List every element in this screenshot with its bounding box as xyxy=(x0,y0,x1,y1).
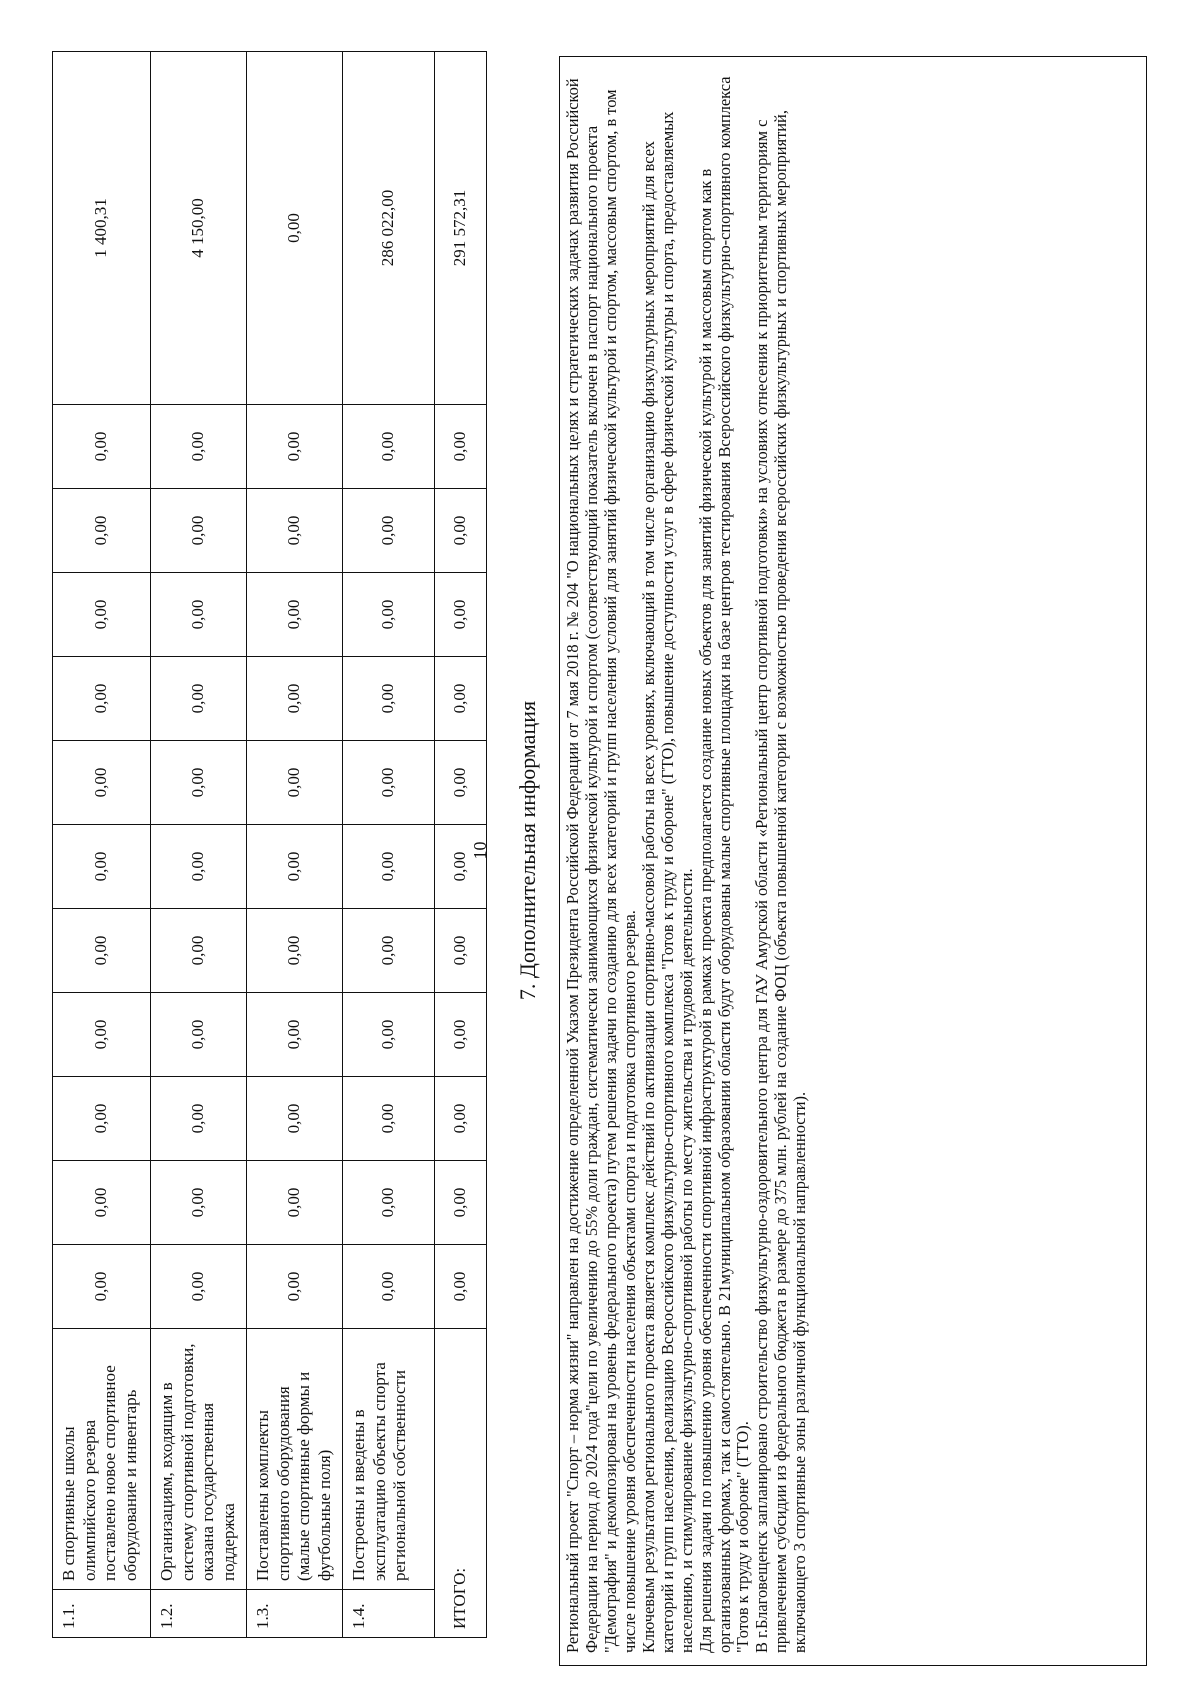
row-value: 0,00 xyxy=(151,909,247,993)
info-paragraph: Ключевым результатом регионального проекта является комплекс действий по активизации спортивно-массовой работы на всех уровнях, включающий в том числе организацию физкультурных мероприятий для всех категорий и групп населения, реализацию Всероссийского физкультурно-спортивного комплекса "Готов к труду и обороне" (ГТО), повышение доступности услуг в сфере физической культуры и спорта, предоставляемых населению, и стимулирование физкультурно-спортивной работы по месту жительства и трудовой деятельности. xyxy=(638,111,696,1653)
row-description: В спортивные школы олимпийского резерва поставлено новое спортивное оборудование и инвентарь xyxy=(53,1329,151,1590)
row-value: 0,00 xyxy=(151,573,247,657)
row-value: 0,00 xyxy=(246,1077,342,1161)
total-row-value: 0,00 xyxy=(434,1077,486,1161)
row-number: 1.3. xyxy=(246,1590,342,1638)
row-description: Построены и введены в эксплуатацию объекты спорта региональной собственности xyxy=(342,1329,434,1590)
table-row xyxy=(53,52,151,1638)
total-row-value: 0,00 xyxy=(434,1245,486,1329)
row-value: 0,00 xyxy=(53,657,151,741)
row-value: 0,00 xyxy=(53,825,151,909)
row-value: 0,00 xyxy=(151,405,247,489)
row-number: 1.4. xyxy=(342,1590,434,1638)
page-number: 10 xyxy=(470,841,490,860)
total-row-value: 0,00 xyxy=(434,909,486,993)
row-total: 286 022,00 xyxy=(342,52,434,405)
info-paragraph: В г.Благовещенск запланировано строительство физкультурно-оздоровительного центра для ГАУ Амурской области «Региональный центр спортивной подготовки» на условиях отнесения к приоритетным территориям с привлечением субсидии из федерального бюджета в размере до 375 млн. рублей на создание ФОЦ (объекта повышенной категории с возможностью проведения всероссийских физкультурных и спортивных мероприятий, включающего 3 спортивные зоны различной функциональной направленности). xyxy=(752,110,810,1653)
table-row xyxy=(246,52,342,1638)
row-number: 1.1. xyxy=(53,1590,151,1638)
row-value: 0,00 xyxy=(342,993,434,1077)
row-value: 0,00 xyxy=(342,825,434,909)
row-value: 0,00 xyxy=(53,909,151,993)
row-value: 0,00 xyxy=(342,405,434,489)
total-row-value: 0,00 xyxy=(434,405,486,489)
row-description: Организациям, входящим в систему спортивной подготовки, оказана государственная поддержка xyxy=(151,1329,247,1590)
total-row-value: 0,00 xyxy=(434,825,486,909)
row-value: 0,00 xyxy=(151,1077,247,1161)
info-paragraph: Региональный проект "Спорт – норма жизни" направлен на достижение определенной Указом Президента Российской Федерации от 7 мая 2018 г. № 204 "О национальных целях и стратегических задачах развития Российской Федерации на период до 2024 года"цели по увеличению до 55% доли граждан, систематически занимающихся физической культурой и спортом (соответствующий показатель включен в паспорт национального проекта "Демография" и декомпозирован на уровень федерального проекта) путем решения задачи по созданию для всех категорий и групп населения условий для занятий физической культурой и спортом, массовым спортом, в том числе повышение уровня обеспеченности населения объектами спорта и подготовка спортивного резерва. xyxy=(563,78,639,1653)
table-row xyxy=(342,52,434,1638)
row-value: 0,00 xyxy=(151,993,247,1077)
info-paragraph: Для решения задачи по повышению уровня обеспеченности спортивной инфраструктурой в рамках проекта предполагается создание новых объектов для занятий физической культурой и массовым спортом как в организованных формах, так и самостоятельно. В 21муниципальном образовании области будут оборудованы малые спортивные площадки на базе центров тестирования Всероссийского физкультурно-спортивного комплекса "Готов к труду и обороне" (ГТО). xyxy=(695,76,753,1653)
row-value: 0,00 xyxy=(246,741,342,825)
row-value: 0,00 xyxy=(342,1161,434,1245)
row-total: 4 150,00 xyxy=(151,52,247,405)
row-value: 0,00 xyxy=(342,489,434,573)
row-value: 0,00 xyxy=(246,909,342,993)
row-value: 0,00 xyxy=(151,1161,247,1245)
row-value: 0,00 xyxy=(246,405,342,489)
total-row-value: 0,00 xyxy=(434,489,486,573)
row-value: 0,00 xyxy=(342,1077,434,1161)
row-value: 0,00 xyxy=(53,1245,151,1329)
row-value: 0,00 xyxy=(246,657,342,741)
row-value: 0,00 xyxy=(246,489,342,573)
section-title: 7. Дополнительная информация xyxy=(515,700,540,1001)
row-value: 0,00 xyxy=(342,909,434,993)
row-value: 0,00 xyxy=(53,741,151,825)
row-total: 1 400,31 xyxy=(53,52,151,405)
row-value: 0,00 xyxy=(53,489,151,573)
row-total: 0,00 xyxy=(246,52,342,405)
row-value: 0,00 xyxy=(342,657,434,741)
budget-table xyxy=(52,51,487,1638)
row-value: 0,00 xyxy=(246,573,342,657)
row-value: 0,00 xyxy=(246,1161,342,1245)
table-body xyxy=(53,52,487,1638)
total-row-value: 0,00 xyxy=(434,657,486,741)
row-value: 0,00 xyxy=(151,657,247,741)
row-value: 0,00 xyxy=(246,825,342,909)
row-value: 0,00 xyxy=(246,1245,342,1329)
row-description: Поставлены комплекты спортивного оборудования (малые спортивные формы и футбольные поля) xyxy=(246,1329,342,1590)
table-row xyxy=(151,52,247,1638)
total-row-value: 0,00 xyxy=(434,993,486,1077)
row-value: 0,00 xyxy=(53,405,151,489)
row-value: 0,00 xyxy=(246,993,342,1077)
total-row-value: 0,00 xyxy=(434,573,486,657)
row-value: 0,00 xyxy=(53,1077,151,1161)
total-row-value: 0,00 xyxy=(434,741,486,825)
row-value: 0,00 xyxy=(151,741,247,825)
row-value: 0,00 xyxy=(53,993,151,1077)
row-value: 0,00 xyxy=(53,573,151,657)
row-value: 0,00 xyxy=(342,573,434,657)
row-number: 1.2. xyxy=(151,1590,247,1638)
row-value: 0,00 xyxy=(53,1161,151,1245)
row-value: 0,00 xyxy=(151,1245,247,1329)
total-label: ИТОГО: xyxy=(434,1329,486,1638)
total-row-value: 0,00 xyxy=(434,1161,486,1245)
row-value: 0,00 xyxy=(151,489,247,573)
row-value: 0,00 xyxy=(151,825,247,909)
additional-info-box xyxy=(559,56,1147,1666)
row-value: 0,00 xyxy=(342,1245,434,1329)
row-value: 0,00 xyxy=(342,741,434,825)
grand-total: 291 572,31 xyxy=(434,52,486,405)
